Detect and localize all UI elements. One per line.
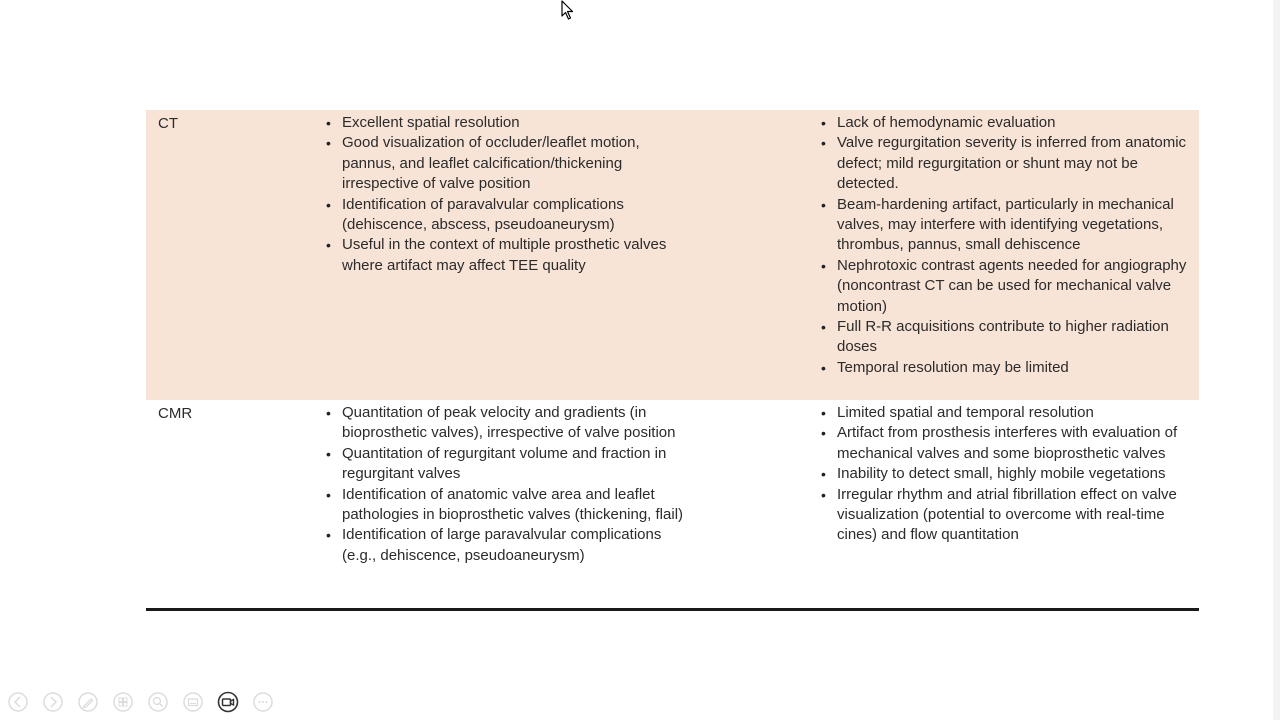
- previous-slide-icon[interactable]: [6, 690, 30, 714]
- next-slide-icon[interactable]: [41, 690, 65, 714]
- list-item: • Lack of hemodynamic evaluation: [819, 113, 1197, 133]
- subtitles-icon[interactable]: [181, 690, 205, 714]
- list-item: • Excellent spatial resolution: [324, 113, 696, 133]
- cmr-limitations-list: [819, 403, 1197, 546]
- slides-grid-icon[interactable]: [111, 690, 135, 714]
- vertical-scrollbar[interactable]: [1273, 0, 1280, 720]
- list-item: • Useful in the context of multiple prosthetic valves where artifact may affect TEE quality: [324, 235, 696, 276]
- table-row-ct: [146, 110, 1199, 400]
- zoom-icon[interactable]: [146, 690, 170, 714]
- list-item: • Artifact from prosthesis interferes with evaluation of mechanical valves and some bioprosthetic valves: [819, 423, 1197, 464]
- cmr-advantages-list: [324, 403, 696, 566]
- mouse-cursor-icon: [561, 0, 575, 20]
- list-item: • Good visualization of occluder/leaflet motion, pannus, and leaflet calcification/thickening irrespective of valve position: [324, 133, 696, 194]
- list-item: • Beam-hardening artifact, particularly in mechanical valves, may interfere with identifying vegetations, thrombus, pannus, small dehiscence: [819, 195, 1197, 256]
- list-item: • Identification of paravalvular complications (dehiscence, abscess, pseudoaneurysm): [324, 195, 696, 236]
- list-item: • Limited spatial and temporal resolution: [819, 403, 1197, 423]
- list-item: • Identification of anatomic valve area and leaflet pathologies in bioprosthetic valves (thickening, flail): [324, 485, 696, 526]
- slideshow-toolbar: [6, 690, 275, 714]
- more-icon[interactable]: [251, 690, 275, 714]
- list-item: • Temporal resolution may be limited: [819, 358, 1197, 378]
- comparison-table: [146, 110, 1199, 608]
- table-row-cmr: [146, 400, 1199, 608]
- list-item: • Valve regurgitation severity is inferred from anatomic defect; mild regurgitation or shunt may not be detected.: [819, 133, 1197, 194]
- row-label-cmr: CMR: [158, 405, 193, 422]
- pen-icon[interactable]: [76, 690, 100, 714]
- list-item: • Nephrotoxic contrast agents needed for angiography (noncontrast CT can be used for mechanical valve motion): [819, 256, 1197, 317]
- table-bottom-rule: [146, 608, 1199, 611]
- ct-limitations-list: [819, 113, 1197, 378]
- list-item: • Quantitation of regurgitant volume and fraction in regurgitant valves: [324, 444, 696, 485]
- list-item: • Full R-R acquisitions contribute to higher radiation doses: [819, 317, 1197, 358]
- list-item: • Inability to detect small, highly mobile vegetations: [819, 464, 1197, 484]
- list-item: • Quantitation of peak velocity and gradients (in bioprosthetic valves), irrespective of valve position: [324, 403, 696, 444]
- row-label-ct: CT: [158, 115, 178, 132]
- ct-advantages-list: [324, 113, 696, 276]
- list-item: • Identification of large paravalvular complications (e.g., dehiscence, pseudoaneurysm): [324, 525, 696, 566]
- camera-icon[interactable]: [216, 690, 240, 714]
- list-item: • Irregular rhythm and atrial fibrillation effect on valve visualization (potential to overcome with real-time cines) and flow quantitation: [819, 485, 1197, 546]
